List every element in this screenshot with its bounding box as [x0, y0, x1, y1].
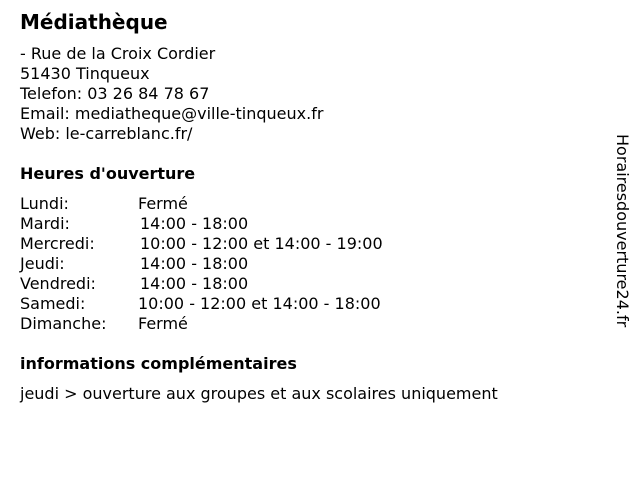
- additional-info-text: jeudi > ouverture aux groupes et aux scolaires uniquement: [20, 384, 498, 403]
- day-label: Vendredi:: [20, 274, 96, 293]
- day-label: Dimanche:: [20, 314, 107, 333]
- day-label: Jeudi:: [20, 254, 65, 273]
- address-block: [20, 44, 323, 144]
- street-address: - Rue de la Croix Cordier: [20, 44, 216, 63]
- website: Web: le-carreblanc.fr/: [20, 124, 193, 143]
- postal-city: 51430 Tinqueux: [20, 64, 150, 83]
- hours-value: Fermé: [138, 194, 188, 213]
- opening-hours-heading: Heures d'ouverture: [20, 164, 196, 183]
- page-title: Médiathèque: [20, 10, 168, 34]
- hours-value: 10:00 - 12:00 et 14:00 - 18:00: [138, 294, 381, 313]
- day-label: Mercredi:: [20, 234, 95, 253]
- day-label: Samedi:: [20, 294, 86, 313]
- hours-value: Fermé: [138, 314, 188, 333]
- hours-value: 14:00 - 18:00: [140, 274, 249, 293]
- day-label: Mardi:: [20, 214, 70, 233]
- site-watermark: Horairesdouverture24.fr: [613, 134, 632, 328]
- email-address: Email: mediatheque@ville-tinqueux.fr: [20, 104, 324, 123]
- hours-value: 10:00 - 12:00 et 14:00 - 19:00: [140, 234, 383, 253]
- hours-value: 14:00 - 18:00: [140, 254, 249, 273]
- day-label: Lundi:: [20, 194, 69, 213]
- hours-value: 14:00 - 18:00: [140, 214, 249, 233]
- phone-number: Telefon: 03 26 84 78 67: [20, 84, 210, 103]
- additional-info-heading: informations complémentaires: [20, 354, 297, 373]
